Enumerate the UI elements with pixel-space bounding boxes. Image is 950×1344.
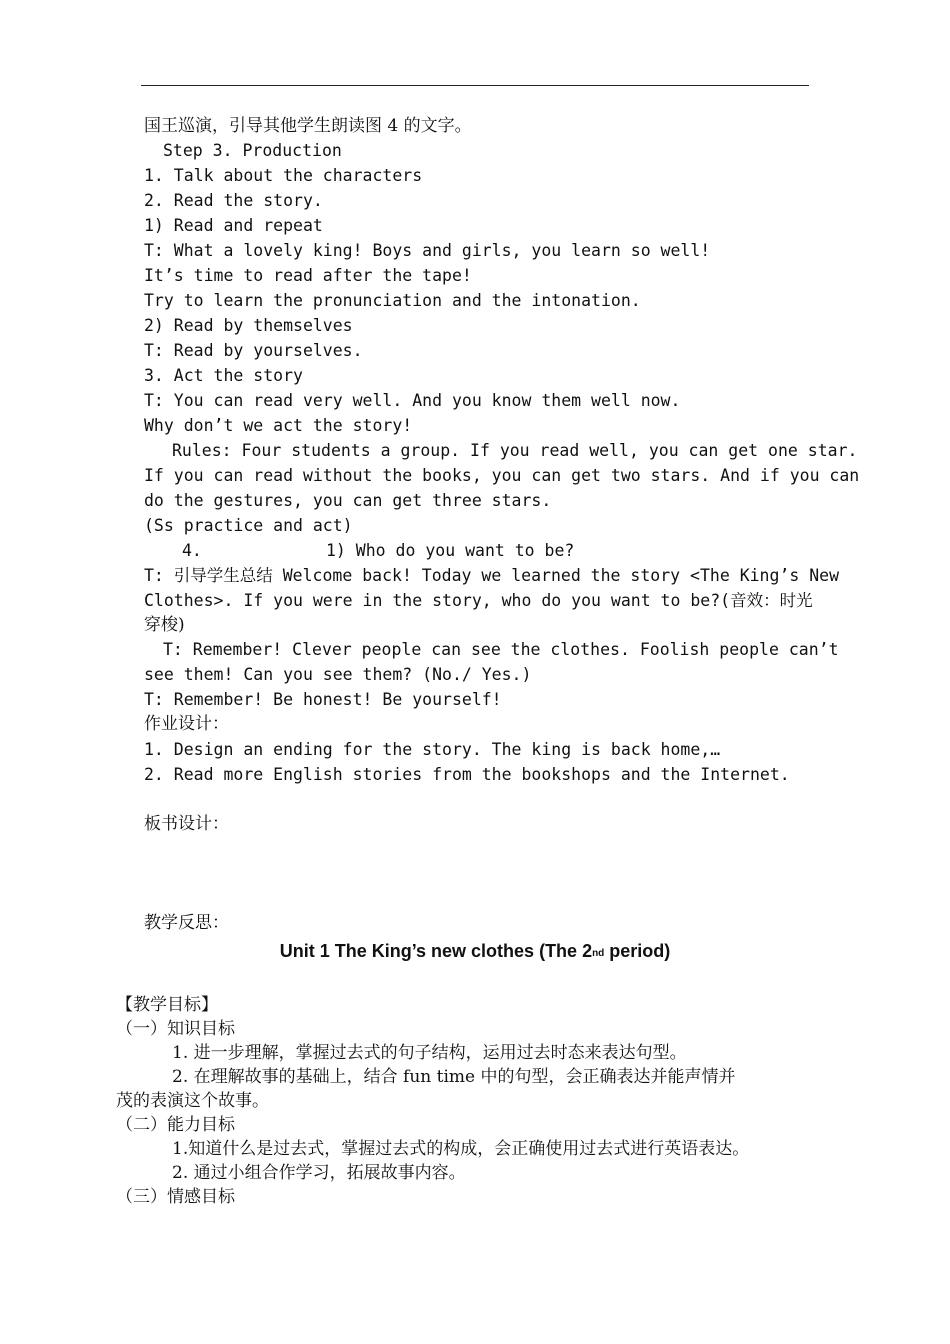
text-line: Why don’t we act the story! (144, 416, 413, 435)
objectives-heading: 【教学目标】 (116, 995, 218, 1015)
unit-title-end: period) (604, 941, 671, 961)
text-line: T: What a lovely king! Boys and girls, you learn so well! (144, 241, 711, 260)
text-line: 2. Read more English stories from the bookshops and the Internet. (144, 765, 790, 784)
unit-title-sup: nd (592, 948, 605, 959)
text-line: 1.知道什么是过去式，掌握过去式的构成，会正确使用过去式进行英语表达。 (172, 1139, 750, 1159)
text-line: Try to learn the pronunciation and the intonation. (144, 291, 641, 310)
text-line: (Ss practice and act) (144, 516, 353, 535)
text-line: 茂的表演这个故事。 (116, 1091, 269, 1111)
text-line: 2. 在理解故事的基础上，结合 fun time 中的句型，会正确表达并能声情并 (172, 1067, 736, 1087)
text-line: If you can read without the books, you can get two stars. And if you can (144, 466, 860, 485)
unit-title (0, 940, 950, 966)
text-line: T: You can read very well. And you know them well now. (144, 391, 681, 410)
text-line: do the gestures, you can get three stars. (144, 491, 552, 510)
text-line: 2. 通过小组合作学习，拓展故事内容。 (172, 1163, 466, 1183)
text-line: It’s time to read after the tape! (144, 266, 472, 285)
text-line: 1) Who do you want to be? (326, 541, 575, 560)
reflection-heading: 教学反思： (144, 913, 229, 933)
text-line: see them! Can you see them? (No./ Yes.) (144, 665, 532, 684)
step-heading: Step 3. Production (163, 141, 342, 160)
text-line: T: Remember! Clever people can see the clothes. Foolish people can’t (163, 640, 839, 659)
text-line: 国王巡演，引导其他学生朗读图 4 的文字。 (144, 116, 472, 136)
text-line: 穿梭) (144, 615, 185, 635)
text-line: 2) Read by themselves (144, 316, 353, 335)
header-rule (141, 85, 809, 86)
text-line: 4. (182, 541, 202, 560)
text-line: T: Remember! Be honest! Be yourself! (144, 690, 502, 709)
text-line: 1. 进一步理解，掌握过去式的句子结构，运用过去时态来表达句型。 (172, 1043, 687, 1063)
text-line: Rules: Four students a group. If you read well, you can get one star. (172, 441, 858, 460)
text-line: T: 引导学生总结 Welcome back! Today we learned the story <The King’s New (144, 566, 840, 585)
board-design-heading: 板书设计： (144, 814, 229, 834)
text-line: 3. Act the story (144, 366, 303, 385)
text-line: 2. Read the story. (144, 191, 323, 210)
objective-heading: （三）情感目标 (116, 1187, 235, 1207)
text-line: 1. Design an ending for the story. The king is back home,… (144, 740, 721, 759)
homework-heading: 作业设计： (144, 714, 229, 734)
text-line: Clothes>. If you were in the story, who do you want to be?(音效：时光 (144, 591, 813, 610)
objective-heading: （一）知识目标 (116, 1019, 235, 1039)
unit-title-main: Unit 1 The King’s new clothes (The 2 (279, 941, 593, 961)
text-line: T: Read by yourselves. (144, 341, 363, 360)
objective-heading: （二）能力目标 (116, 1115, 235, 1135)
text-line: 1) Read and repeat (144, 216, 323, 235)
text-line: 1. Talk about the characters (144, 166, 423, 185)
